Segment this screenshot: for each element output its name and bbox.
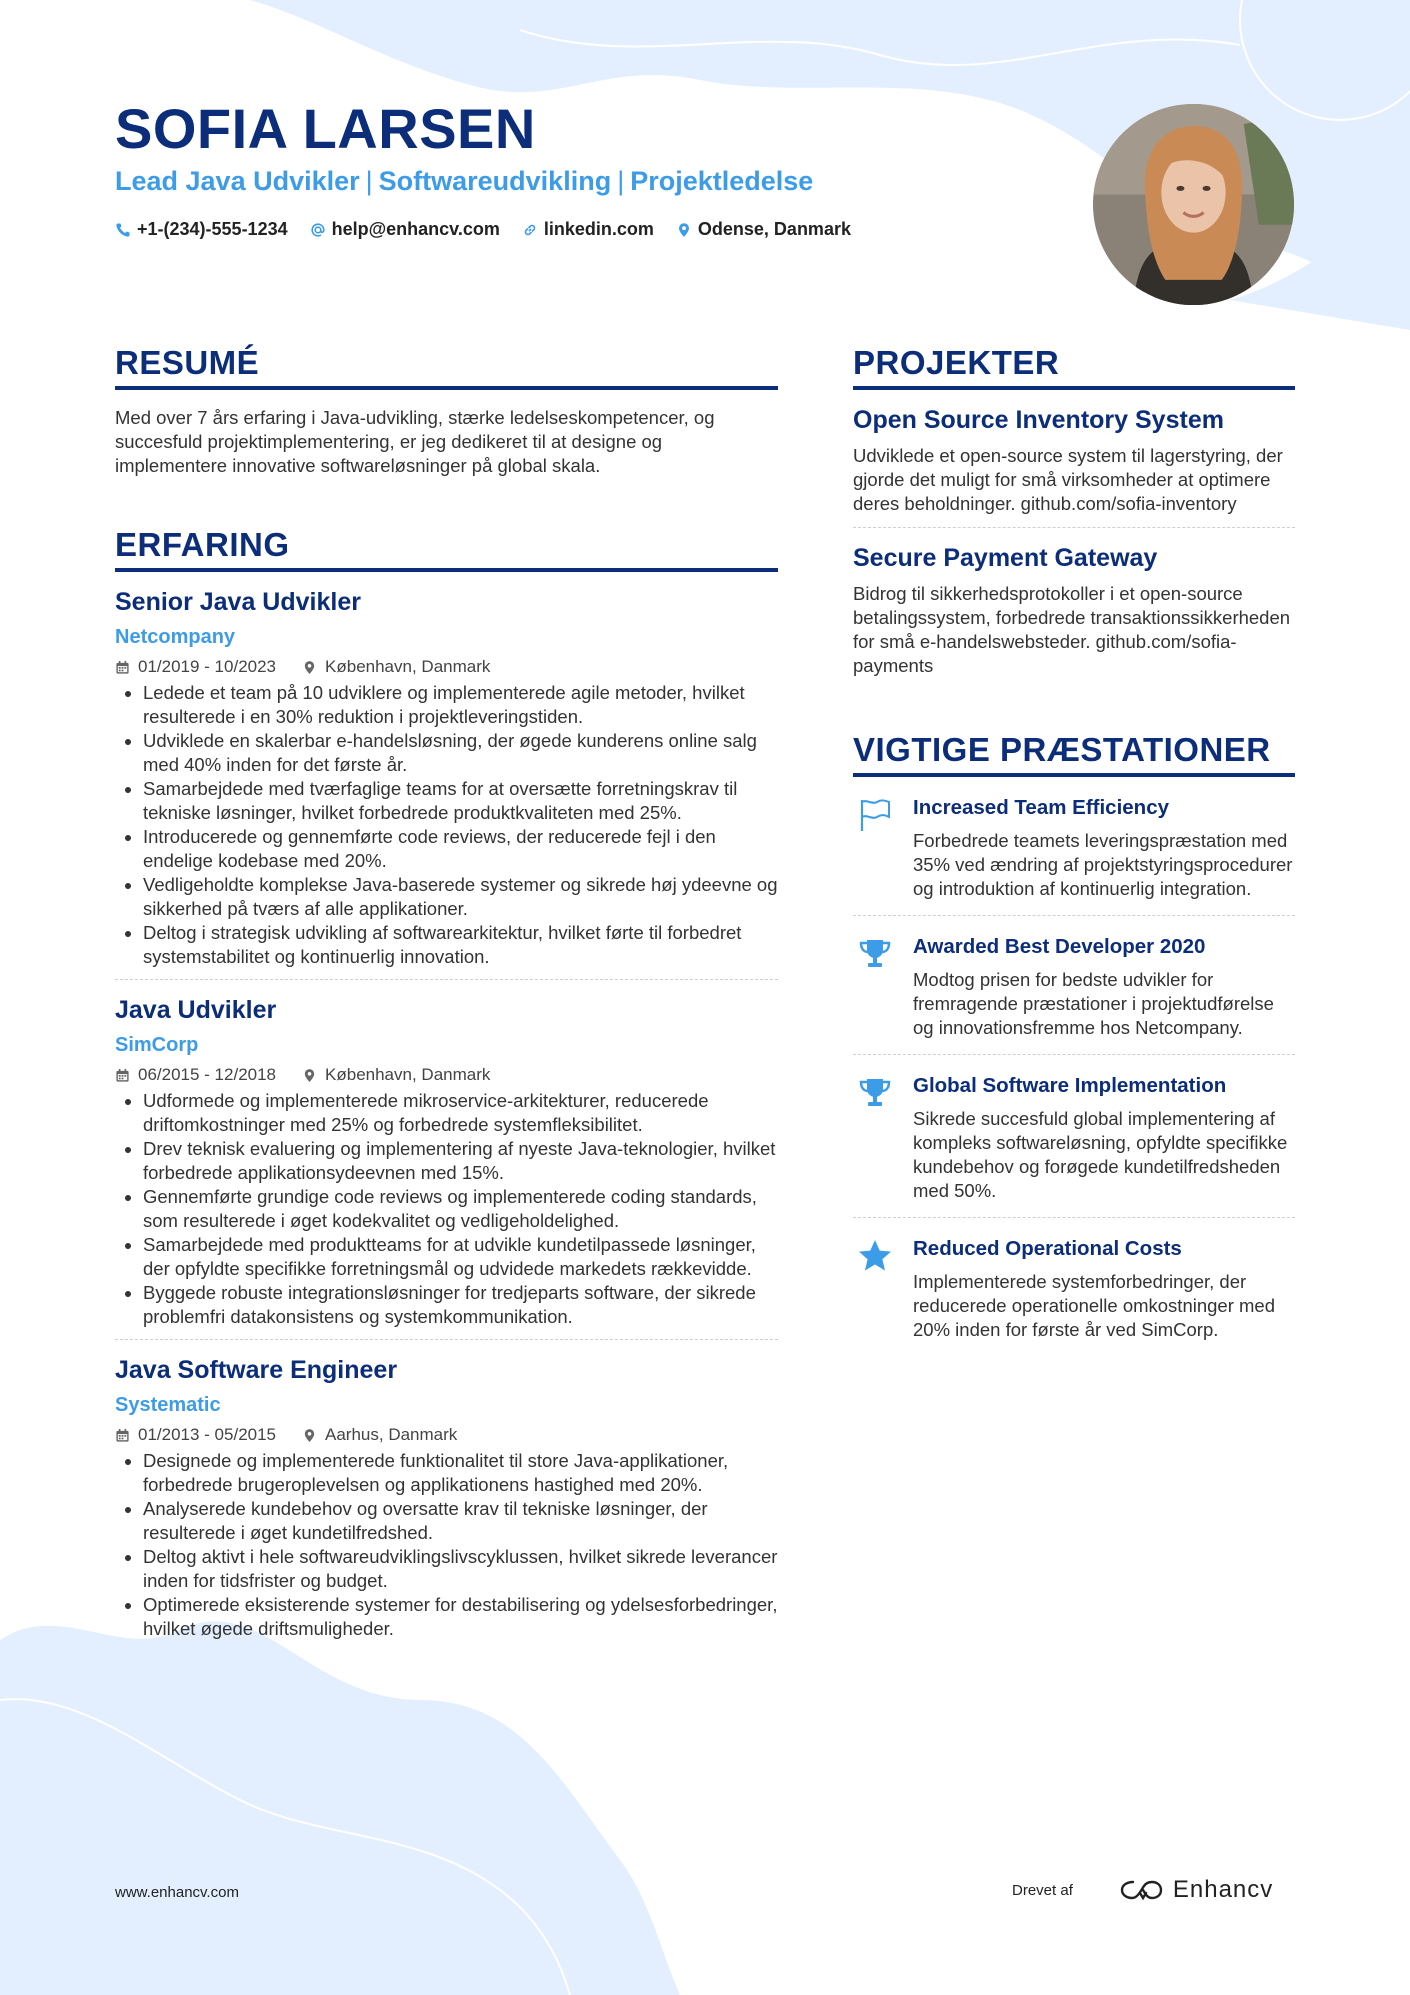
achievement-body bbox=[913, 795, 1295, 901]
job-bullet: • Gennemførte grundige code reviews og implementerede coding standards, som resulterede i øget kodekvalitet og vedligeholdelighed. bbox=[143, 1185, 778, 1233]
job-bullet: • Deltog aktivt i hele softwareudviklingslivscyklussen, hvilket sikrede leverancer inden for tidsfrister og budget. bbox=[143, 1545, 778, 1593]
job-location bbox=[302, 656, 490, 678]
job-bullet: • Designede og implementerede funktionalitet til store Java-applikationer, forbedrede brugeroplevelsen og applikationens hastighed med 20%. bbox=[143, 1449, 778, 1497]
headline-skill-1: Softwareudvikling bbox=[378, 166, 612, 196]
project-title: Open Source Inventory System bbox=[853, 406, 1224, 434]
flag-icon bbox=[853, 795, 897, 901]
location-pin-icon bbox=[302, 660, 317, 675]
enhancv-logo[interactable] bbox=[1119, 1876, 1273, 1904]
calendar-icon bbox=[115, 1428, 130, 1443]
job-bullet: • Drev teknisk evaluering og implementering af nyeste Java-teknologier, hvilket forbedrede applikationsydeevnen med 15%. bbox=[143, 1137, 778, 1185]
powered-by-text: Drevet af bbox=[1012, 1881, 1073, 1899]
job-bullet: • Byggede robuste integrationsløsninger for tredjeparts software, der sikrede problemfri datakonsistens og systemkommunikation. bbox=[143, 1281, 778, 1329]
left-column bbox=[115, 344, 778, 1651]
summary-section bbox=[115, 344, 778, 478]
headline-separator: | bbox=[617, 166, 625, 196]
achievements-title: VIGTIGE PRÆSTATIONER bbox=[853, 731, 1295, 777]
experience-section bbox=[115, 526, 778, 1651]
job-location bbox=[302, 1424, 457, 1446]
achievement-description: Forbedrede teamets leveringspræstation med 35% ved ændring af projektstyringsprocedurer og introduktion af kontinuerlig integration. bbox=[913, 830, 1293, 899]
project-entry bbox=[853, 390, 1295, 528]
trophy-icon bbox=[853, 934, 897, 1040]
achievement-body bbox=[913, 1073, 1295, 1203]
job-bullet: • Vedligeholdte komplekse Java-baserede systemer og sikrede høj ydeevne og sikkerhed på tværs af alle applikationer. bbox=[143, 873, 778, 921]
phone-icon bbox=[115, 222, 131, 238]
job-bullets bbox=[115, 681, 778, 969]
summary-text: Med over 7 års erfaring i Java-udvikling, stærke ledelseskompetencer, og succesfuld projektimplementering, er jeg dedikeret til at designe og implementere innovative softwareløsninger på global skala. bbox=[115, 407, 715, 476]
footer-website[interactable]: www.enhancv.com bbox=[115, 1884, 239, 1901]
projects-section bbox=[853, 344, 1295, 689]
achievement-title: Increased Team Efficiency bbox=[913, 796, 1169, 819]
job-location bbox=[302, 1064, 490, 1086]
calendar-icon bbox=[115, 1068, 130, 1083]
contact-phone[interactable] bbox=[115, 219, 288, 240]
job-dates-text: 06/2015 - 12/2018 bbox=[138, 1065, 277, 1084]
project-description: Bidrog til sikkerhedsprotokoller i et open-source betalingssystem, forbedrede transaktionssikkerheden for små e-handelswebsteder. github.com/sofia-payments bbox=[853, 583, 1291, 676]
achievement-description: Sikrede succesfuld global implementering af kompleks softwareløsning, opfyldte specifikke kundebehov og forøgede kundetilfredsheden med 50%. bbox=[913, 1108, 1288, 1201]
job-bullet: • Ledede et team på 10 udviklere og implementerede agile metoder, hvilket resulterede i en 30% reduktion i projektleveringstiden. bbox=[143, 681, 778, 729]
email-text: help@enhancv.com bbox=[331, 219, 500, 239]
job-bullets bbox=[115, 1449, 778, 1641]
brand-name: Enhancv bbox=[1172, 1876, 1274, 1903]
job-bullet: • Optimerede eksisterende systemer for destabilisering og ydelsesforbedringer, hvilket øgede driftsmuligheder. bbox=[143, 1593, 778, 1641]
job-bullet: • Analyserede kundebehov og oversatte krav til tekniske løsninger, der resulterede i øget kundetilfredshed. bbox=[143, 1497, 778, 1545]
achievement-body bbox=[913, 1236, 1295, 1342]
location-text: Odense, Danmark bbox=[697, 219, 851, 239]
job-meta bbox=[115, 1424, 778, 1446]
link-icon bbox=[522, 222, 538, 238]
experience-title: ERFARING bbox=[115, 526, 778, 572]
job-bullet: • Deltog i strategisk udvikling af softwarearkitektur, hvilket førte til forbedret systemstabilitet og kontinuerlig innovation. bbox=[143, 921, 778, 969]
project-title: Secure Payment Gateway bbox=[853, 544, 1158, 572]
phone-text: +1-(234)-555-1234 bbox=[137, 219, 288, 239]
achievement-title: Awarded Best Developer 2020 bbox=[913, 935, 1206, 958]
job-bullet: • Introducerede og gennemførte code reviews, der reducerede fejl i den endelige kodebase med 20%. bbox=[143, 825, 778, 873]
achievement-entry bbox=[853, 1218, 1295, 1356]
job-entry bbox=[115, 1340, 778, 1651]
job-bullets bbox=[115, 1089, 778, 1329]
headline bbox=[115, 166, 813, 197]
project-description: Udviklede et open-source system til lagerstyring, der gjorde det muligt for små virksomheder at optimere deres beholdninger. github.com/sofia-inventory bbox=[853, 445, 1283, 514]
company-name: SimCorp bbox=[115, 1034, 199, 1056]
headline-separator: | bbox=[365, 166, 373, 196]
location-pin-icon bbox=[302, 1428, 317, 1443]
job-entry bbox=[115, 980, 778, 1340]
job-meta bbox=[115, 1064, 778, 1086]
summary-title: RESUMÉ bbox=[115, 344, 778, 390]
contact-linkedin[interactable] bbox=[522, 219, 654, 240]
contact-bar bbox=[115, 219, 851, 240]
job-title: Java Software Engineer bbox=[115, 1356, 398, 1384]
job-bullet: • Samarbejdede med tværfaglige teams for at oversætte forretningskrav til tekniske løsninger, hvilket forbedrede produktkvaliteten med 25%. bbox=[143, 777, 778, 825]
job-bullet: • Udformede og implementerede mikroservice-arkitekturer, reducerede driftomkostninger med 25% og forbedrede systemfleksibilitet. bbox=[143, 1089, 778, 1137]
job-location-text: København, Danmark bbox=[325, 657, 491, 676]
contact-location bbox=[676, 219, 851, 240]
linkedin-text: linkedin.com bbox=[543, 219, 654, 239]
job-dates bbox=[115, 1064, 276, 1086]
candidate-name: SOFIA LARSEN bbox=[115, 97, 536, 160]
headline-role: Lead Java Udvikler bbox=[115, 166, 360, 196]
achievement-entry bbox=[853, 1055, 1295, 1218]
profile-photo bbox=[1093, 104, 1294, 305]
achievements-section bbox=[853, 731, 1295, 1356]
at-icon bbox=[310, 222, 326, 238]
job-dates-text: 01/2019 - 10/2023 bbox=[138, 657, 277, 676]
achievement-body bbox=[913, 934, 1295, 1040]
achievement-entry bbox=[853, 916, 1295, 1055]
headline-skill-2: Projektledelse bbox=[630, 166, 814, 196]
job-bullet: • Samarbejdede med produktteams for at udvikle kundetilpassede løsninger, der opfyldte specifikke forretningsmål og udvidede markedets rækkevidde. bbox=[143, 1233, 778, 1281]
footer-branding bbox=[1012, 1876, 1273, 1904]
location-pin-icon bbox=[676, 222, 692, 238]
projects-title: PROJEKTER bbox=[853, 344, 1295, 390]
location-pin-icon bbox=[302, 1068, 317, 1083]
achievement-description: Modtog prisen for bedste udvikler for fremragende præstationer i projektudførelse og innovationsfremme hos Netcompany. bbox=[913, 969, 1274, 1038]
star-icon bbox=[853, 1236, 897, 1342]
contact-email[interactable] bbox=[310, 219, 500, 240]
job-title: Senior Java Udvikler bbox=[115, 588, 361, 616]
achievement-title: Global Software Implementation bbox=[913, 1074, 1227, 1097]
calendar-icon bbox=[115, 660, 130, 675]
company-name: Netcompany bbox=[115, 626, 236, 648]
job-title: Java Udvikler bbox=[115, 996, 277, 1024]
job-location-text: København, Danmark bbox=[325, 1065, 491, 1084]
job-location-text: Aarhus, Danmark bbox=[325, 1425, 458, 1444]
enhancv-logo-icon bbox=[1119, 1878, 1165, 1902]
job-dates-text: 01/2013 - 05/2015 bbox=[138, 1425, 277, 1444]
company-name: Systematic bbox=[115, 1394, 221, 1416]
job-meta bbox=[115, 656, 778, 678]
job-entry bbox=[115, 572, 778, 980]
project-entry bbox=[853, 528, 1295, 689]
job-dates bbox=[115, 656, 276, 678]
trophy-icon bbox=[853, 1073, 897, 1203]
achievement-title: Reduced Operational Costs bbox=[913, 1237, 1182, 1260]
job-bullet: • Udviklede en skalerbar e-handelsløsning, der øgede kunderens online salg med 40% inden for det første år. bbox=[143, 729, 778, 777]
achievement-description: Implementerede systemforbedringer, der reducerede operationelle omkostninger med 20% inden for første år ved SimCorp. bbox=[913, 1271, 1275, 1340]
achievement-entry bbox=[853, 777, 1295, 916]
job-dates bbox=[115, 1424, 276, 1446]
right-column bbox=[853, 344, 1295, 1356]
